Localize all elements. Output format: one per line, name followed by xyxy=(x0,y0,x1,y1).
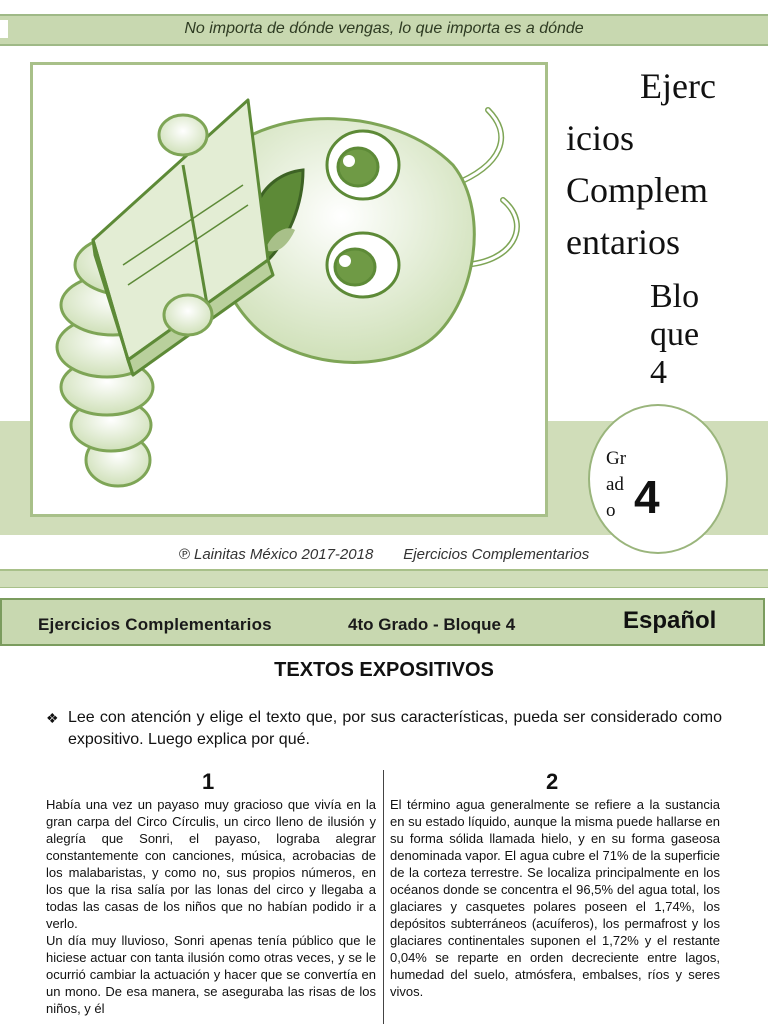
page-header xyxy=(0,598,765,646)
cover-title-line: Ejerc xyxy=(640,66,716,106)
text-2-body xyxy=(390,796,720,1000)
bloque-line: 4 xyxy=(650,354,667,391)
grade-word-line: Gr xyxy=(606,448,627,469)
grade-word-line: o xyxy=(606,500,616,521)
grade-word-line: ad xyxy=(606,474,624,495)
grade-number: 4 xyxy=(634,471,660,523)
text-1-number: 1 xyxy=(202,769,215,794)
instruction xyxy=(46,707,722,751)
column-divider xyxy=(383,770,384,1024)
text-1-paragraph: Había una vez un payaso muy gracioso que vivía en la gran carpa del Circo Círculis, un circo lleno de ilusión y alegría que Sonri, el payaso, lograba alegrar constantemente con canciones, música, acrobacias de los malabaristas, y como no, sus propios números, en los que la risa salía por las lonas del circo y llegaba a todas las casas de los niños que no habían podido ir a verlo. xyxy=(46,797,376,931)
bullet-icon: ❖ xyxy=(46,710,59,726)
bloque-line: Blo xyxy=(650,278,700,315)
text-1-body xyxy=(46,796,376,1017)
worm-reading-book-illustration xyxy=(33,65,545,514)
instruction-text: Lee con atención y elige el texto que, por sus características, pueda ser considerado como expositivo. Luego explica por qué. xyxy=(68,709,722,748)
illustration-frame xyxy=(30,62,548,517)
text-2-paragraph: El término agua generalmente se refiere a la sustancia en su estado líquido, aunque la misma puede hallarse en su forma sólida llamada hielo, y en su forma gaseosa denominada vapor. El agua cubre el 71% de la superficie de la corteza terrestre. Se localiza principalmente en los océanos donde se concentra el 96,5% del agua total, los glaciares y casquetes polares poseen el 1,74%, los depósitos subterráneos (acuíferos), los permafrost y los glaciares continentales suponen el 1,72% y el restante 0,04% se reparte en orden decreciente entre lagos, humedad del suelo, atmósfera, embalses, ríos y seres vivos. xyxy=(390,797,720,999)
text-2-number: 2 xyxy=(546,769,559,794)
header-grade: 4to Grado - Bloque 4 xyxy=(348,615,516,634)
text-1-paragraph: Un día muy lluvioso, Sonri apenas tenía público que le hiciese actuar con tanta ilusión como otras veces, y se le ocurrió cambiar la actuación y hacer que se convertía en un mono. De esa manera, se aseguraba las risas de los niños, y él xyxy=(46,933,376,1016)
motto-text: No importa de dónde vengas, lo que importa es a dónde xyxy=(184,20,584,37)
motto-bar xyxy=(0,14,768,46)
cover-title-line: entarios xyxy=(566,222,680,262)
header-subject: Español xyxy=(623,607,717,634)
cover-bloque xyxy=(650,278,750,392)
cover-footer xyxy=(0,546,768,563)
footer-brand: ℗ Lainitas México 2017-2018 xyxy=(178,546,374,563)
cover-title xyxy=(566,60,756,268)
cover-title-line: icios xyxy=(566,118,634,158)
header-title: Ejercicios Complementarios xyxy=(38,615,272,634)
footer-title: Ejercicios Complementarios xyxy=(403,546,590,563)
grade-badge xyxy=(588,404,728,554)
footer-rule xyxy=(0,569,768,588)
section-title: TEXTOS EXPOSITIVOS xyxy=(274,659,494,681)
cover-title-line: Complem xyxy=(566,170,708,210)
bloque-line: que xyxy=(650,316,700,353)
